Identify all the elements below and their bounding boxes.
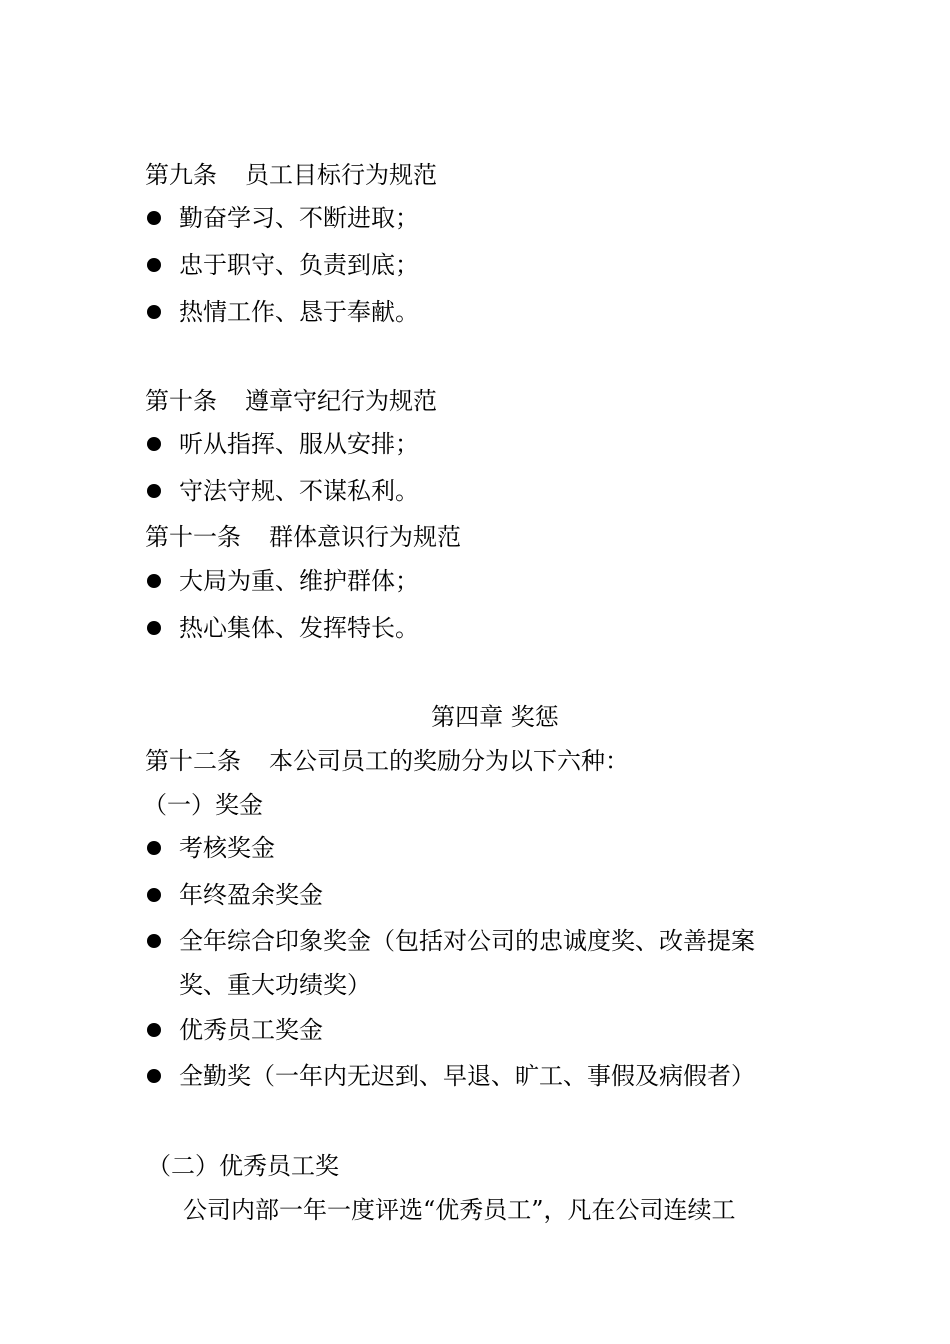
- bullet-icon: [147, 574, 161, 588]
- bullet-icon: [147, 305, 161, 319]
- article-title: 员工目标行为规范: [245, 161, 437, 189]
- section-2-heading: （二）优秀员工奖: [147, 1152, 339, 1180]
- bullet-icon: [147, 888, 161, 902]
- article-number: 第九条: [145, 161, 217, 189]
- bullet-icon: [147, 1023, 161, 1037]
- list-item-continuation: 奖、重大功绩奖）: [179, 971, 371, 999]
- article-title: 群体意识行为规范: [269, 523, 461, 551]
- article-number: 第十一条: [145, 523, 241, 551]
- bullet-icon: [147, 437, 161, 451]
- bullet-icon: [147, 621, 161, 635]
- article-title: 遵章守纪行为规范: [245, 387, 437, 415]
- bullet-icon: [147, 484, 161, 498]
- article-12-heading: [145, 746, 629, 776]
- article-number: 第十条: [145, 387, 217, 415]
- bullet-icon: [147, 934, 161, 948]
- article-11-heading: [145, 522, 461, 552]
- body-paragraph: 公司内部一年一度评选“优秀员工”，凡在公司连续工: [183, 1196, 736, 1224]
- article-number: 第十二条: [145, 747, 241, 775]
- article-9-heading: [145, 160, 437, 190]
- document-page: 第九条 员工目标行为规范 勤奋学习、不断进取； 忠于职守、负责到底； 热情工作、恳于奉献。 第十条 遵章守纪行为规范 听从指挥、服从安排； 守法守规、不谋私利。 第十一条 群体意识行为规范 大局为重、维护群体； 热心集体、发挥特长。 第四章 奖惩 第十二条 本公司员工的奖励分为以下六种： （一）奖金 考核奖金 年终盈余奖金 全年综合印象奖金（包括对公司的忠诚度奖、改善提案 奖、重大功绩奖） 优秀员工奖金 全勤奖（一年内无迟到、早退、旷工、事假及病假者） （二）优秀员工奖 公司内部一年一度评选“优秀员工”，凡在公司连续工: [0, 0, 950, 1344]
- chapter-title: 第四章 奖惩: [431, 703, 559, 731]
- bullet-icon: [147, 258, 161, 272]
- section-1-heading: （一）奖金: [143, 791, 263, 819]
- bullet-icon: [147, 841, 161, 855]
- bullet-icon: [147, 211, 161, 225]
- article-10-heading: [145, 386, 437, 416]
- article-title: 本公司员工的奖励分为以下六种：: [269, 747, 629, 775]
- bullet-icon: [147, 1069, 161, 1083]
